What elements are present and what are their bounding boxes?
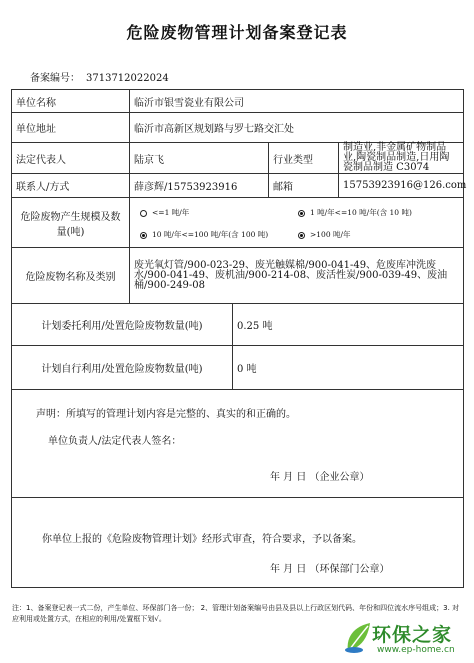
email-label: 邮箱 [269,174,339,198]
scale-option-4[interactable] [298,229,351,240]
row-approval [12,498,464,588]
watermark-url: www.ep-home.cn [377,645,455,655]
scale-option-1[interactable] [140,207,189,218]
unit-address-label: 单位地址 [12,113,130,143]
waste-types-value: 废光氧灯管/900-023-29、废光触媒棉/900-041-49、危废库冲洗废水/900-041-49、废机油/900-214-08、废活性炭/900-039-49、废油桶/900-249-08 [130,248,464,304]
scale-option-4-text: >100 吨/年 [310,230,351,239]
scale-option-1-text: <=1 吨/年 [152,208,190,217]
row-waste-types [12,248,464,304]
row-unit-address [12,113,464,143]
scale-option-3[interactable] [140,229,268,240]
waste-scale-options [130,198,464,248]
watermark-brand: 环保之家 [372,624,453,646]
legal-rep-value: 陆京飞 [130,143,269,174]
row-waste-scale [12,198,464,248]
industry-label: 行业类型 [269,143,339,174]
legal-rep-label: 法定代表人 [12,143,130,174]
approval-statement: 你单位上报的《危险废物管理计划》经形式审查，符合要求，予以备案。 [42,534,362,545]
filing-number-value: 3713712022024 [86,73,169,84]
radio-selected-icon [298,232,305,239]
declaration-cell [12,390,464,498]
row-unit-name [12,90,464,113]
scale-option-2-text: 1 吨/年<=10 吨/年(含 10 吨) [310,208,412,217]
unit-name-label: 单位名称 [12,90,130,113]
email-value: 15753923916@126.com [339,174,464,198]
row-entrusted [12,304,464,346]
unit-name-value: 临沂市银雪瓷业有限公司 [130,90,464,113]
radio-selected-icon [140,232,147,239]
row-declaration [12,390,464,498]
industry-value: 制造业,非金属矿物制品业,陶瓷制品制造,日用陶瓷制品制造 C3074 [339,143,464,174]
self-use-value: 0 吨 [233,346,464,390]
self-use-label: 计划自行利用/处置危险废物数量(吨) [12,346,233,390]
registration-form-table [11,89,467,588]
gov-seal-date: 年 月 日 （环保部门公章） [270,564,390,575]
row-self-use [12,346,464,390]
contact-label: 联系人/方式 [12,174,130,198]
row-legal-rep [12,143,464,174]
signature-prompt: 单位负责人/法定代表人签名： [48,436,182,447]
approval-cell [12,498,464,588]
watermark-logo [344,617,474,663]
radio-icon [140,210,147,217]
scale-option-3-text: 10 吨/年<=100 吨/年(含 100 吨) [152,230,269,239]
unit-address-value: 临沂市高新区规划路与罗七路交汇处 [130,113,464,143]
contact-value: 薛彦辉/15753923916 [130,174,269,198]
scale-option-2[interactable] [298,207,412,218]
filing-number-row [30,69,169,84]
footnote: 注：1、备案登记表一式二份，产生单位、环保部门各一份； 2、管理计划备案编号由县及县以上行政区划代码、年份和四位流水序号组成；3. 对应利用或处置方式，在相应的利用/处置框下划√。 [12,604,460,623]
filing-number-label: 备案编号： [30,73,80,84]
enterprise-seal-date: 年 月 日 （企业公章） [270,472,370,483]
leaf-logo-icon [344,619,374,655]
form-title: 危险废物管理计划备案登记表 [126,23,348,42]
radio-selected-icon [298,210,305,217]
waste-scale-label: 危险废物产生规模及数量(吨) [12,198,130,248]
waste-types-label: 危险废物名称及类别 [12,248,130,304]
entrusted-value: 0.25 吨 [233,304,464,346]
row-contact [12,174,464,198]
entrusted-label: 计划委托利用/处置危险废物数量(吨) [12,304,233,346]
declaration-statement: 声明：所填写的管理计划内容是完整的、真实的和正确的。 [36,409,296,420]
